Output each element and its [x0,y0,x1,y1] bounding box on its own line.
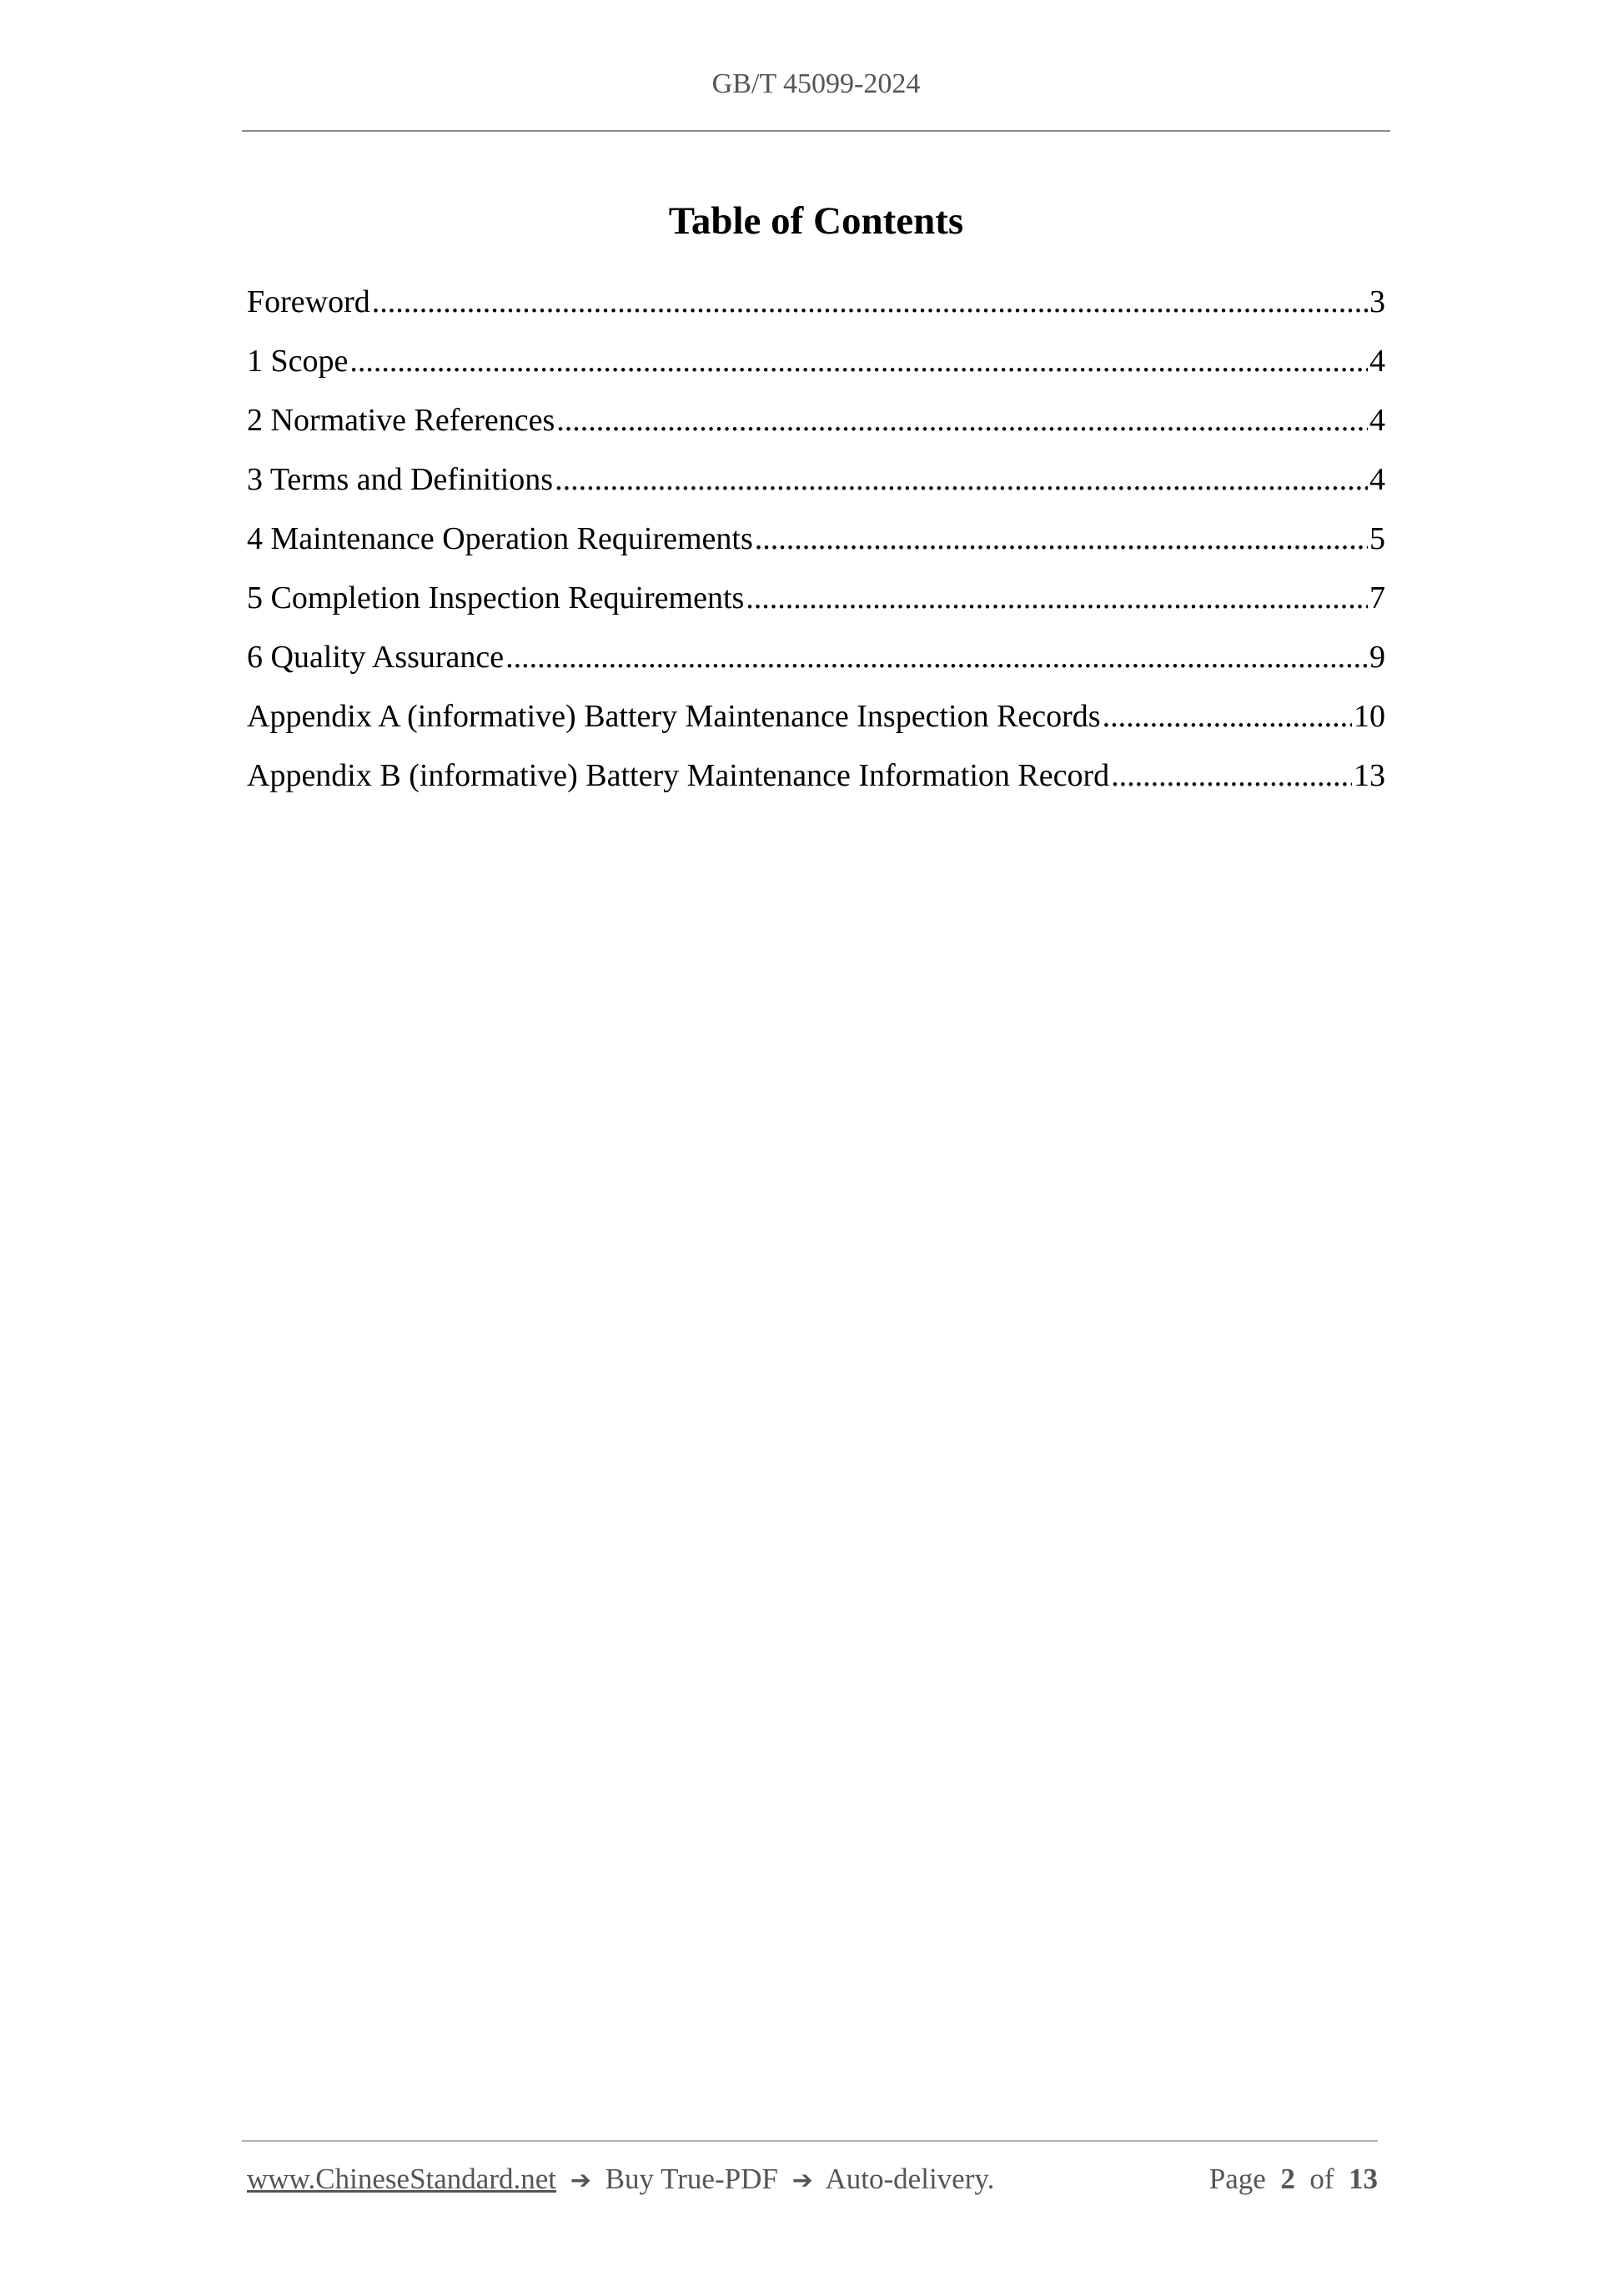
toc-entry[interactable] [247,461,1385,520]
toc-entry[interactable] [247,520,1385,580]
toc-entry-label: 3 Terms and Definitions [247,462,554,497]
toc-entry-page: 4 [1369,462,1385,497]
toc-title: Table of Contents [668,199,964,243]
toc-entry-label: Appendix A (informative) Battery Maintenance Inspection Records [247,699,1101,734]
toc-dot-leader [556,402,1368,439]
footer-divider [242,2140,1378,2142]
toc-entry-page: 4 [1369,344,1385,379]
toc-entry-page: 9 [1369,640,1385,675]
toc-entry-label: Appendix B (informative) Battery Maintenance Information Record [247,758,1110,793]
toc-entry[interactable] [247,757,1385,816]
toc-entry-label: 5 Completion Inspection Requirements [247,580,745,615]
footer-promo [247,2163,994,2196]
toc-entry[interactable] [247,284,1385,343]
page-number [1209,2163,1378,2196]
buy-pdf-text: Buy True-PDF [605,2163,778,2195]
page-total: 13 [1349,2163,1378,2195]
toc-dot-leader [1111,757,1352,794]
auto-delivery-text: Auto-delivery. [825,2163,995,2195]
page-current: 2 [1280,2163,1295,2195]
toc-dot-leader [505,639,1368,676]
toc-entry-label: 1 Scope [247,344,349,379]
toc-dot-leader [755,520,1368,557]
toc-entry[interactable] [247,639,1385,698]
toc-list [247,284,1385,816]
toc-entry[interactable] [247,580,1385,639]
toc-dot-leader [746,580,1368,616]
toc-entry-label: Foreword [247,284,370,319]
toc-entry-page: 3 [1369,284,1385,319]
right-arrow-icon: ➔ [791,2166,813,2195]
toc-dot-leader [555,461,1368,498]
toc-dot-leader [372,284,1368,320]
toc-entry-label: 6 Quality Assurance [247,640,505,675]
toc-entry-page: 4 [1369,403,1385,438]
toc-entry[interactable] [247,402,1385,461]
right-arrow-icon: ➔ [570,2166,591,2195]
toc-entry-page: 10 [1354,699,1385,734]
website-link[interactable]: www.ChineseStandard.net [247,2163,556,2195]
header-divider [242,130,1390,132]
toc-entry-label: 4 Maintenance Operation Requirements [247,521,753,556]
toc-entry-label: 2 Normative References [247,403,555,438]
toc-entry-page: 13 [1354,758,1385,793]
document-header: GB/T 45099-2024 [711,68,921,99]
toc-dot-leader [1103,698,1352,735]
toc-entry[interactable] [247,698,1385,757]
toc-entry[interactable] [247,343,1385,402]
page-word: Page [1208,2163,1266,2195]
toc-dot-leader [349,343,1368,379]
toc-entry-page: 7 [1369,580,1385,615]
of-word: of [1309,2163,1334,2195]
toc-entry-page: 5 [1369,521,1385,556]
